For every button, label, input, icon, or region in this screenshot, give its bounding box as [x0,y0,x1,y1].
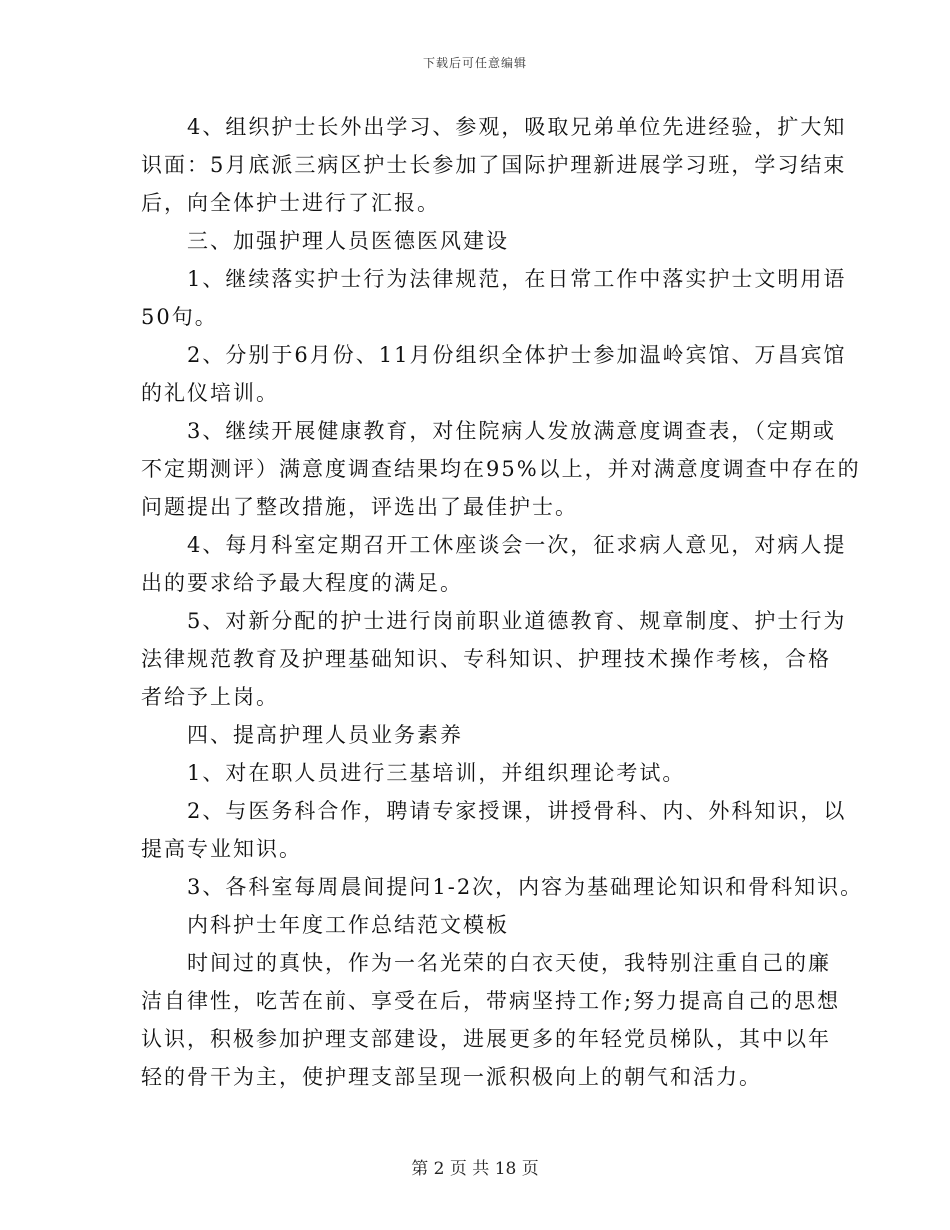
paragraph-line: 识面：5月底派三病区护士长参加了国际护理新进展学习班，学习结束 [141,153,847,177]
paragraph-line: 者给予上岗。 [141,685,279,709]
paragraph-line: 的礼仪培训。 [141,381,279,405]
document-body [141,108,864,1096]
paragraph-line: 后，向全体护士进行了汇报。 [141,191,440,215]
paragraph-line: 轻的骨干为主，使护理支部呈现一派积极向上的朝气和活力。 [141,1065,762,1089]
paragraph-line: 1、继续落实护士行为法律规范，在日常工作中落实护士文明用语 [187,267,847,291]
paragraph-line: 时间过的真快，作为一名光荣的白衣天使，我特别注重自己的廉 [187,951,831,975]
page-header: 下载后可任意编辑 [422,56,527,70]
page-number: 第 2 页 共 18 页 [411,1159,539,1179]
paragraph-line: 法律规范教育及护理基础知识、专科知识、护理技术操作考核，合格 [141,647,831,671]
page-footer [0,1154,950,1179]
paragraph-line: 4、每月科室定期召开工休座谈会一次，征求病人意见，对病人提 [187,533,847,557]
paragraph-line: 50句。 [141,305,218,329]
paragraph-line: 2、与医务科合作，聘请专家授课，讲授骨科、内、外科知识，以 [187,799,847,823]
paragraph-line: 认识，积极参加护理支部建设，进展更多的年轻党员梯队，其中以年 [141,1027,831,1051]
paragraph-line: 3、继续开展健康教育，对住院病人发放满意度调查表，（定期或 [187,419,836,443]
paragraph-line: 5、对新分配的护士进行岗前职业道德教育、规章制度、护士行为 [187,609,847,633]
paragraph-line: 2、分别于6月份、11月份组织全体护士参加温岭宾馆、万昌宾馆 [187,343,847,367]
section-heading: 三、加强护理人员医德医风建设 [187,229,509,253]
paragraph-line: 4、组织护士长外出学习、参观，吸取兄弟单位先进经验，扩大知 [187,115,847,139]
paragraph-line: 1、对在职人员进行三基培训，并组织理论考试。 [187,761,686,785]
document-subtitle: 内科护士年度工作总结范文模板 [187,913,509,937]
paragraph-line: 洁自律性，吃苦在前、享受在后，带病坚持工作;努力提高自己的思想 [141,989,841,1013]
section-heading: 四、提高护理人员业务素养 [187,723,463,747]
paragraph-line: 提高专业知识。 [141,837,302,861]
paragraph-line: 出的要求给予最大程度的满足。 [141,571,463,595]
paragraph-line: 不定期测评）满意度调查结果均在95%以上，并对满意度调查中存在的 [141,457,861,481]
paragraph-line: 问题提出了整改措施，评选出了最佳护士。 [141,495,578,519]
paragraph-line: 3、各科室每周晨间提问1-2次，内容为基础理论知识和骨科知识。 [187,875,864,899]
